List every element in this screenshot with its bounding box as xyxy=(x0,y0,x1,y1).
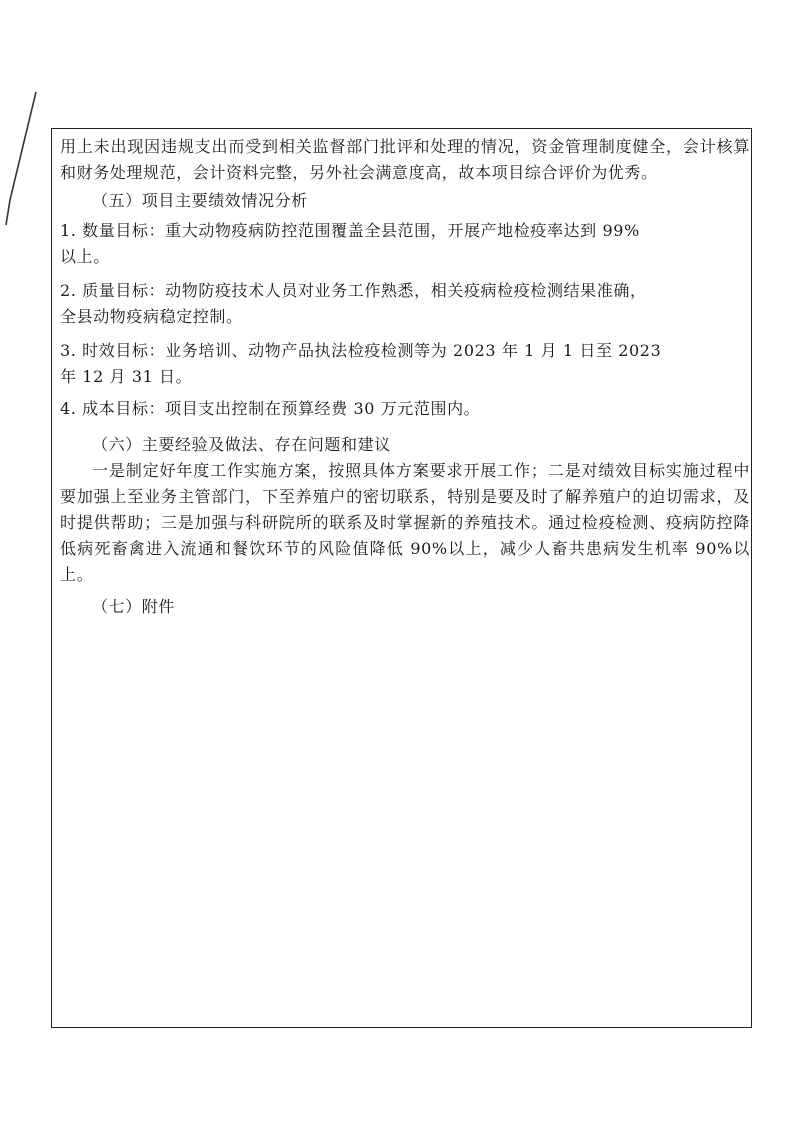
heading-section-5: （五）项目主要绩效情况分析 xyxy=(92,191,308,210)
item-time-target: 3. 时效目标：业务培训、动物产品执法检疫检测等为 2023 年 1 月 1 日至 2023 xyxy=(60,341,662,360)
item-cost-target: 4. 成本目标：项目支出控制在预算经费 30 万元范围内。 xyxy=(60,399,481,418)
scan-edge-mark xyxy=(0,90,40,230)
paragraph-experience: 一是制定好年度工作实施方案，按照具体方案要求开展工作；二是对绩效目标实施过程中要加强上至业务主管部门，下至养殖户的密切联系，特别是要及时了解养殖户的迫切需求，及时提供帮助；三是加强与科研院所的联系及时掌握新的养殖技术。通过检疫检测、疫病防控降低病死畜禽进入流通和餐饮环节的风险值降低 90%以上，减少人畜共患病发生机率 90%以上。 xyxy=(60,461,750,584)
item-quality-target: 2. 质量目标：动物防疫技术人员对业务工作熟悉，相关疫病检疫检测结果准确， xyxy=(60,281,647,300)
heading-section-6: （六）主要经验及做法、存在问题和建议 xyxy=(92,435,391,454)
item-quality-target-cont: 全县动物疫病稳定控制。 xyxy=(60,307,243,326)
document-body xyxy=(60,134,750,620)
item-quantity-target: 1. 数量目标：重大动物疫病防控范围覆盖全县范围，开展产地检疫率达到 99% xyxy=(60,221,640,240)
item-time-target-cont: 年 12 月 31 日。 xyxy=(60,367,193,386)
paragraph-evaluation-summary: 用上未出现因违规支出而受到相关监督部门批评和处理的情况，资金管理制度健全，会计核算和财务处理规范，会计资料完整，另外社会满意度高，故本项目综合评价为优秀。 xyxy=(60,137,750,182)
item-quantity-target-cont: 以上。 xyxy=(60,247,110,266)
heading-section-7: （七）附件 xyxy=(92,597,176,616)
